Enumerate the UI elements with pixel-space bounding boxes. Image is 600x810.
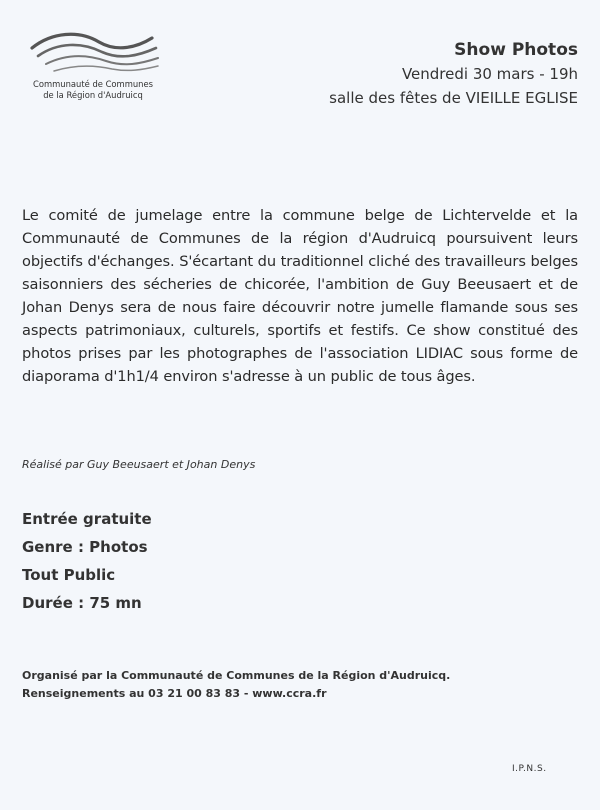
event-header	[248, 38, 578, 110]
event-venue: salle des fêtes de VIEILLE EGLISE	[329, 89, 578, 107]
logo	[18, 24, 168, 104]
logo-text	[18, 79, 168, 101]
event-date: Vendredi 30 mars - 19h	[401, 65, 578, 83]
audience-info: Tout Public	[22, 566, 116, 584]
wave-logo-icon	[24, 24, 162, 76]
contact-line: Renseignements au 03 21 00 83 83 - www.ccra.fr	[22, 687, 327, 700]
genre-info: Genre : Photos	[22, 538, 148, 556]
logo-line-1: Communauté de Communes	[33, 79, 153, 89]
entry-info: Entrée gratuite	[22, 510, 152, 528]
duration-info: Durée : 75 mn	[22, 594, 142, 612]
organizer-line: Organisé par la Communauté de Communes de la Région d'Audruicq.	[22, 669, 451, 682]
footer	[22, 667, 450, 703]
event-description: Le comité de jumelage entre la commune belge de Lichtervelde et la Communauté de Communes de la région d'Audruicq poursuivent leurs objectifs d'échanges. S'écartant du traditionnel cliché des travailleurs belges saisonniers des sécheries de chicorée, l'ambition de Guy Beeusaert et de Johan Denys sera de nous faire découvrir notre jumelle flamande sous ses aspects patrimoniaux, culturels, sportifs et festifs. Ce show constitué des photos prises par les photographes de l'association LIDIAC sous forme de diaporama d'1h1/4 environ s'adresse à un public de tous âges.	[22, 207, 578, 385]
ipns-label: I.P.N.S.	[512, 764, 547, 774]
credit-line: Réalisé par Guy Beeusaert et Johan Denys	[22, 458, 256, 471]
event-details	[22, 505, 152, 617]
logo-line-2: de la Région d'Audruicq	[43, 90, 143, 100]
event-title: Show Photos	[454, 40, 578, 60]
